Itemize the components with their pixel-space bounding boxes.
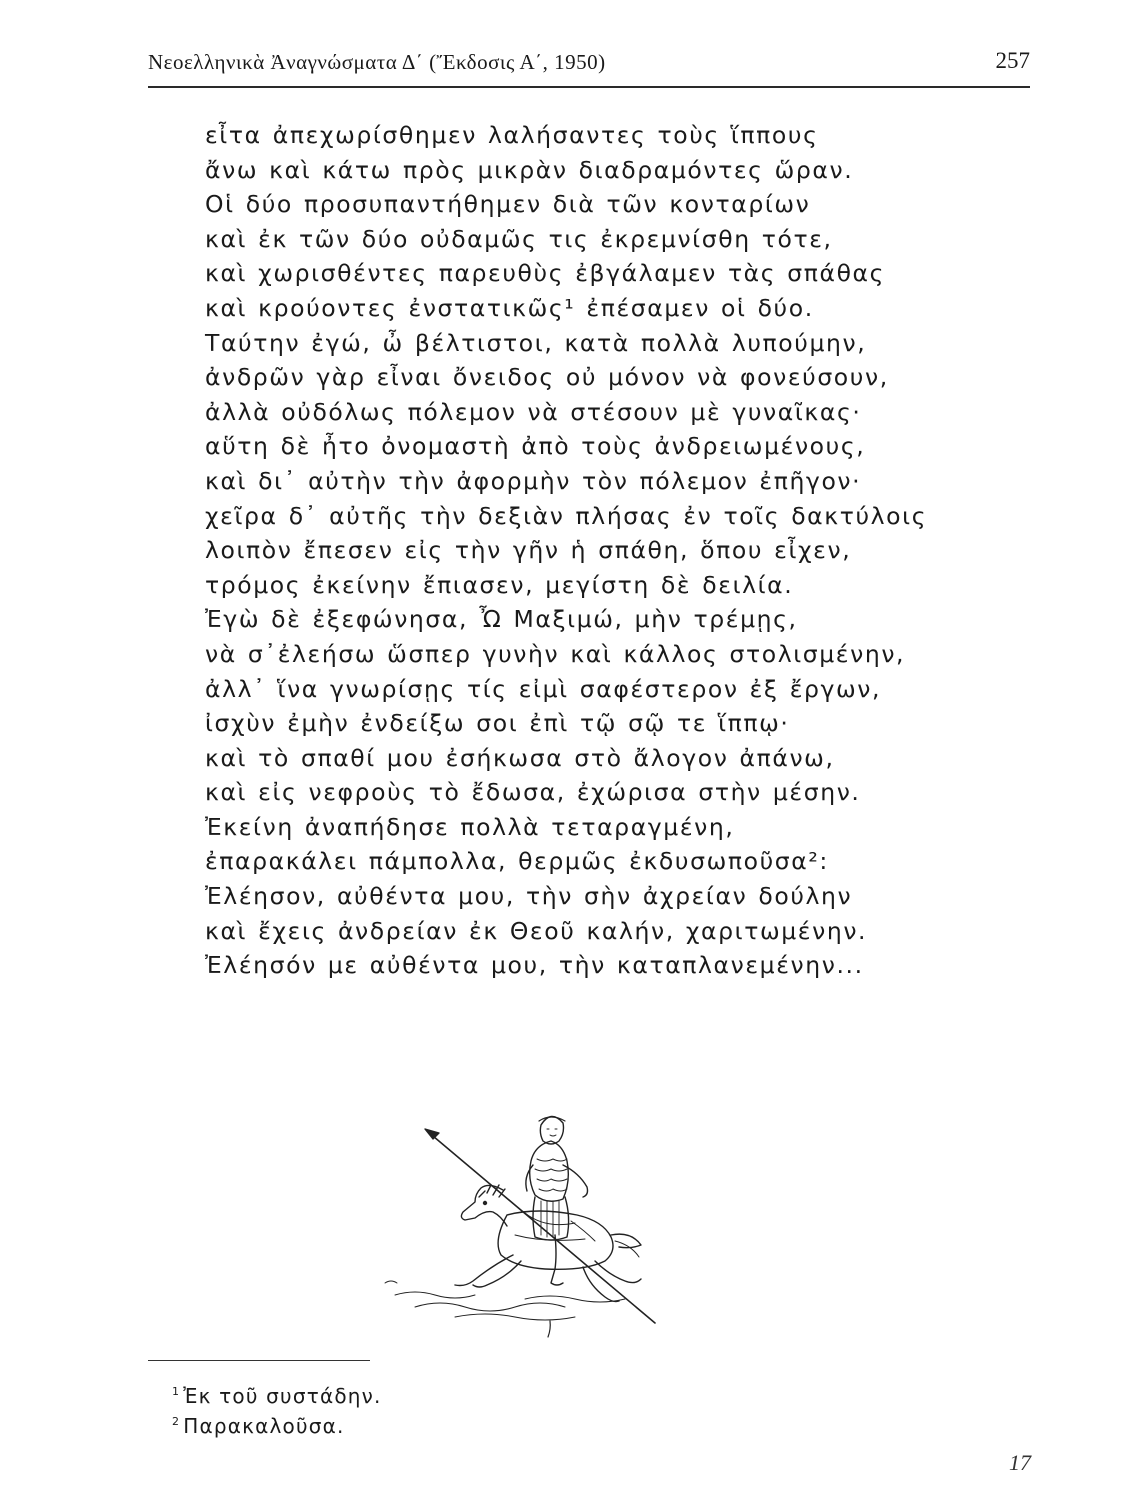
poem-line: ἀλλ᾽ ἵνα γνωρίσῃς τίς εἰμὶ σαφέστερον ἐξ ἔργων,	[205, 674, 882, 703]
poem-line: εἶτα ἀπεχωρίσθημεν λαλήσαντες τοὺς ἵππους	[205, 121, 819, 149]
poem-line: ἀνδρῶν γὰρ εἶναι ὄνειδος οὐ μόνον νὰ φονεύσουν,	[205, 363, 889, 392]
poem-line: καὶ δι᾽ αὐτὴν τὴν ἀφορμὴν τὸν πόλεμον ἐπῆγον·	[205, 466, 862, 495]
poem-line: Ἐγὼ δὲ ἐξεφώνησα, Ὦ Μαξιμώ, μὴν τρέμῃς,	[205, 605, 798, 634]
poem-line: ἀλλὰ οὐδόλως πόλεμον νὰ στέσουν μὲ γυναῖκας·	[205, 397, 862, 426]
footnote-text: Ἐκ τοῦ συστάδην.	[183, 1384, 382, 1408]
poem-line: νὰ σ᾽ἐλεήσω ὥσπερ γυνὴν καὶ κάλλος στολισμένην,	[205, 639, 906, 668]
poem-line: καὶ τὸ σπαθί μου ἐσήκωσα στὸ ἄλογον ἀπάνω,	[205, 743, 835, 772]
poem-line: ἰσχὺν ἐμὴν ἐνδείξω σοι ἐπὶ τῷ σῷ τε ἵππῳ·	[205, 709, 790, 738]
folio-signature: 17	[1009, 1450, 1031, 1475]
footnote-rule	[148, 1360, 370, 1361]
footnote-mark: 1	[172, 1385, 181, 1398]
header-rule	[148, 86, 1030, 88]
poem-line: τρόμος ἐκείνην ἔπιασεν, μεγίστη δὲ δειλία.	[205, 570, 794, 599]
page-number: 257	[995, 48, 1030, 73]
poem-line: λοιπὸν ἔπεσεν εἰς τὴν γῆν ἡ σπάθη, ὅπου εἶχεν,	[205, 536, 852, 565]
running-header	[148, 48, 1030, 80]
poem-line: καὶ χωρισθέντες παρευθὺς ἐβγάλαμεν τὰς σπάθας	[205, 259, 886, 288]
footnote-text: Παρακαλοῦσα.	[183, 1414, 345, 1438]
knight-illustration	[375, 1085, 675, 1355]
poem-line: καὶ ἐκ τῶν δύο οὐδαμῶς τις ἐκρεμνίσθη τότε,	[205, 224, 833, 253]
poem-line: Ἐκείνη ἀναπήδησε πολλὰ τεταραγμένη,	[205, 812, 735, 841]
footnotes	[172, 1377, 382, 1437]
poem-line: χεῖρα δ᾽ αὐτῆς τὴν δεξιὰν πλήσας ἐν τοῖς δακτύλοις	[205, 501, 928, 530]
poem-line: Ἐλέησον, αὐθέντα μου, τὴν σὴν ἀχρείαν δούλην	[205, 882, 853, 911]
poem-line: καὶ εἰς νεφροὺς τὸ ἔδωσα, ἐχώρισα στὴν μέσην.	[205, 778, 861, 807]
poem-line: ἐπαρακάλει πάμπολλα, θερμῶς ἐκδυσωποῦσα²:	[205, 847, 829, 876]
poem-text	[205, 118, 985, 983]
footnote-mark: 2	[172, 1415, 181, 1428]
poem-line: Ἐλέησόν με αὐθέντα μου, τὴν καταπλανεμένην...	[205, 951, 864, 980]
poem-line: Οἱ δύο προσυπαντήθημεν διὰ τῶν κονταρίων	[205, 190, 811, 219]
poem-line: αὕτη δὲ ἦτο ὀνομαστὴ ἀπὸ τοὺς ἀνδρειωμένους,	[205, 432, 866, 461]
poem-line: Ταύτην ἐγώ, ὦ βέλτιστοι, κατὰ πολλὰ λυπούμην,	[205, 328, 867, 357]
poem-line: ἄνω καὶ κάτω πρὸς μικρὰν διαδραμόντες ὥραν.	[205, 155, 854, 184]
footnote	[172, 1407, 382, 1437]
footnote	[172, 1377, 382, 1407]
poem-line: καὶ ἔχεις ἀνδρείαν ἐκ Θεοῦ καλήν, χαριτωμένην.	[205, 916, 868, 945]
running-header-title: Νεοελληνικὰ Ἀναγνώσματα Δ΄ (Ἔκδοσις Α΄, 1950)	[148, 50, 606, 74]
poem-line: καὶ κρούοντες ἐνστατικῶς¹ ἐπέσαμεν οἱ δύο.	[205, 293, 814, 322]
